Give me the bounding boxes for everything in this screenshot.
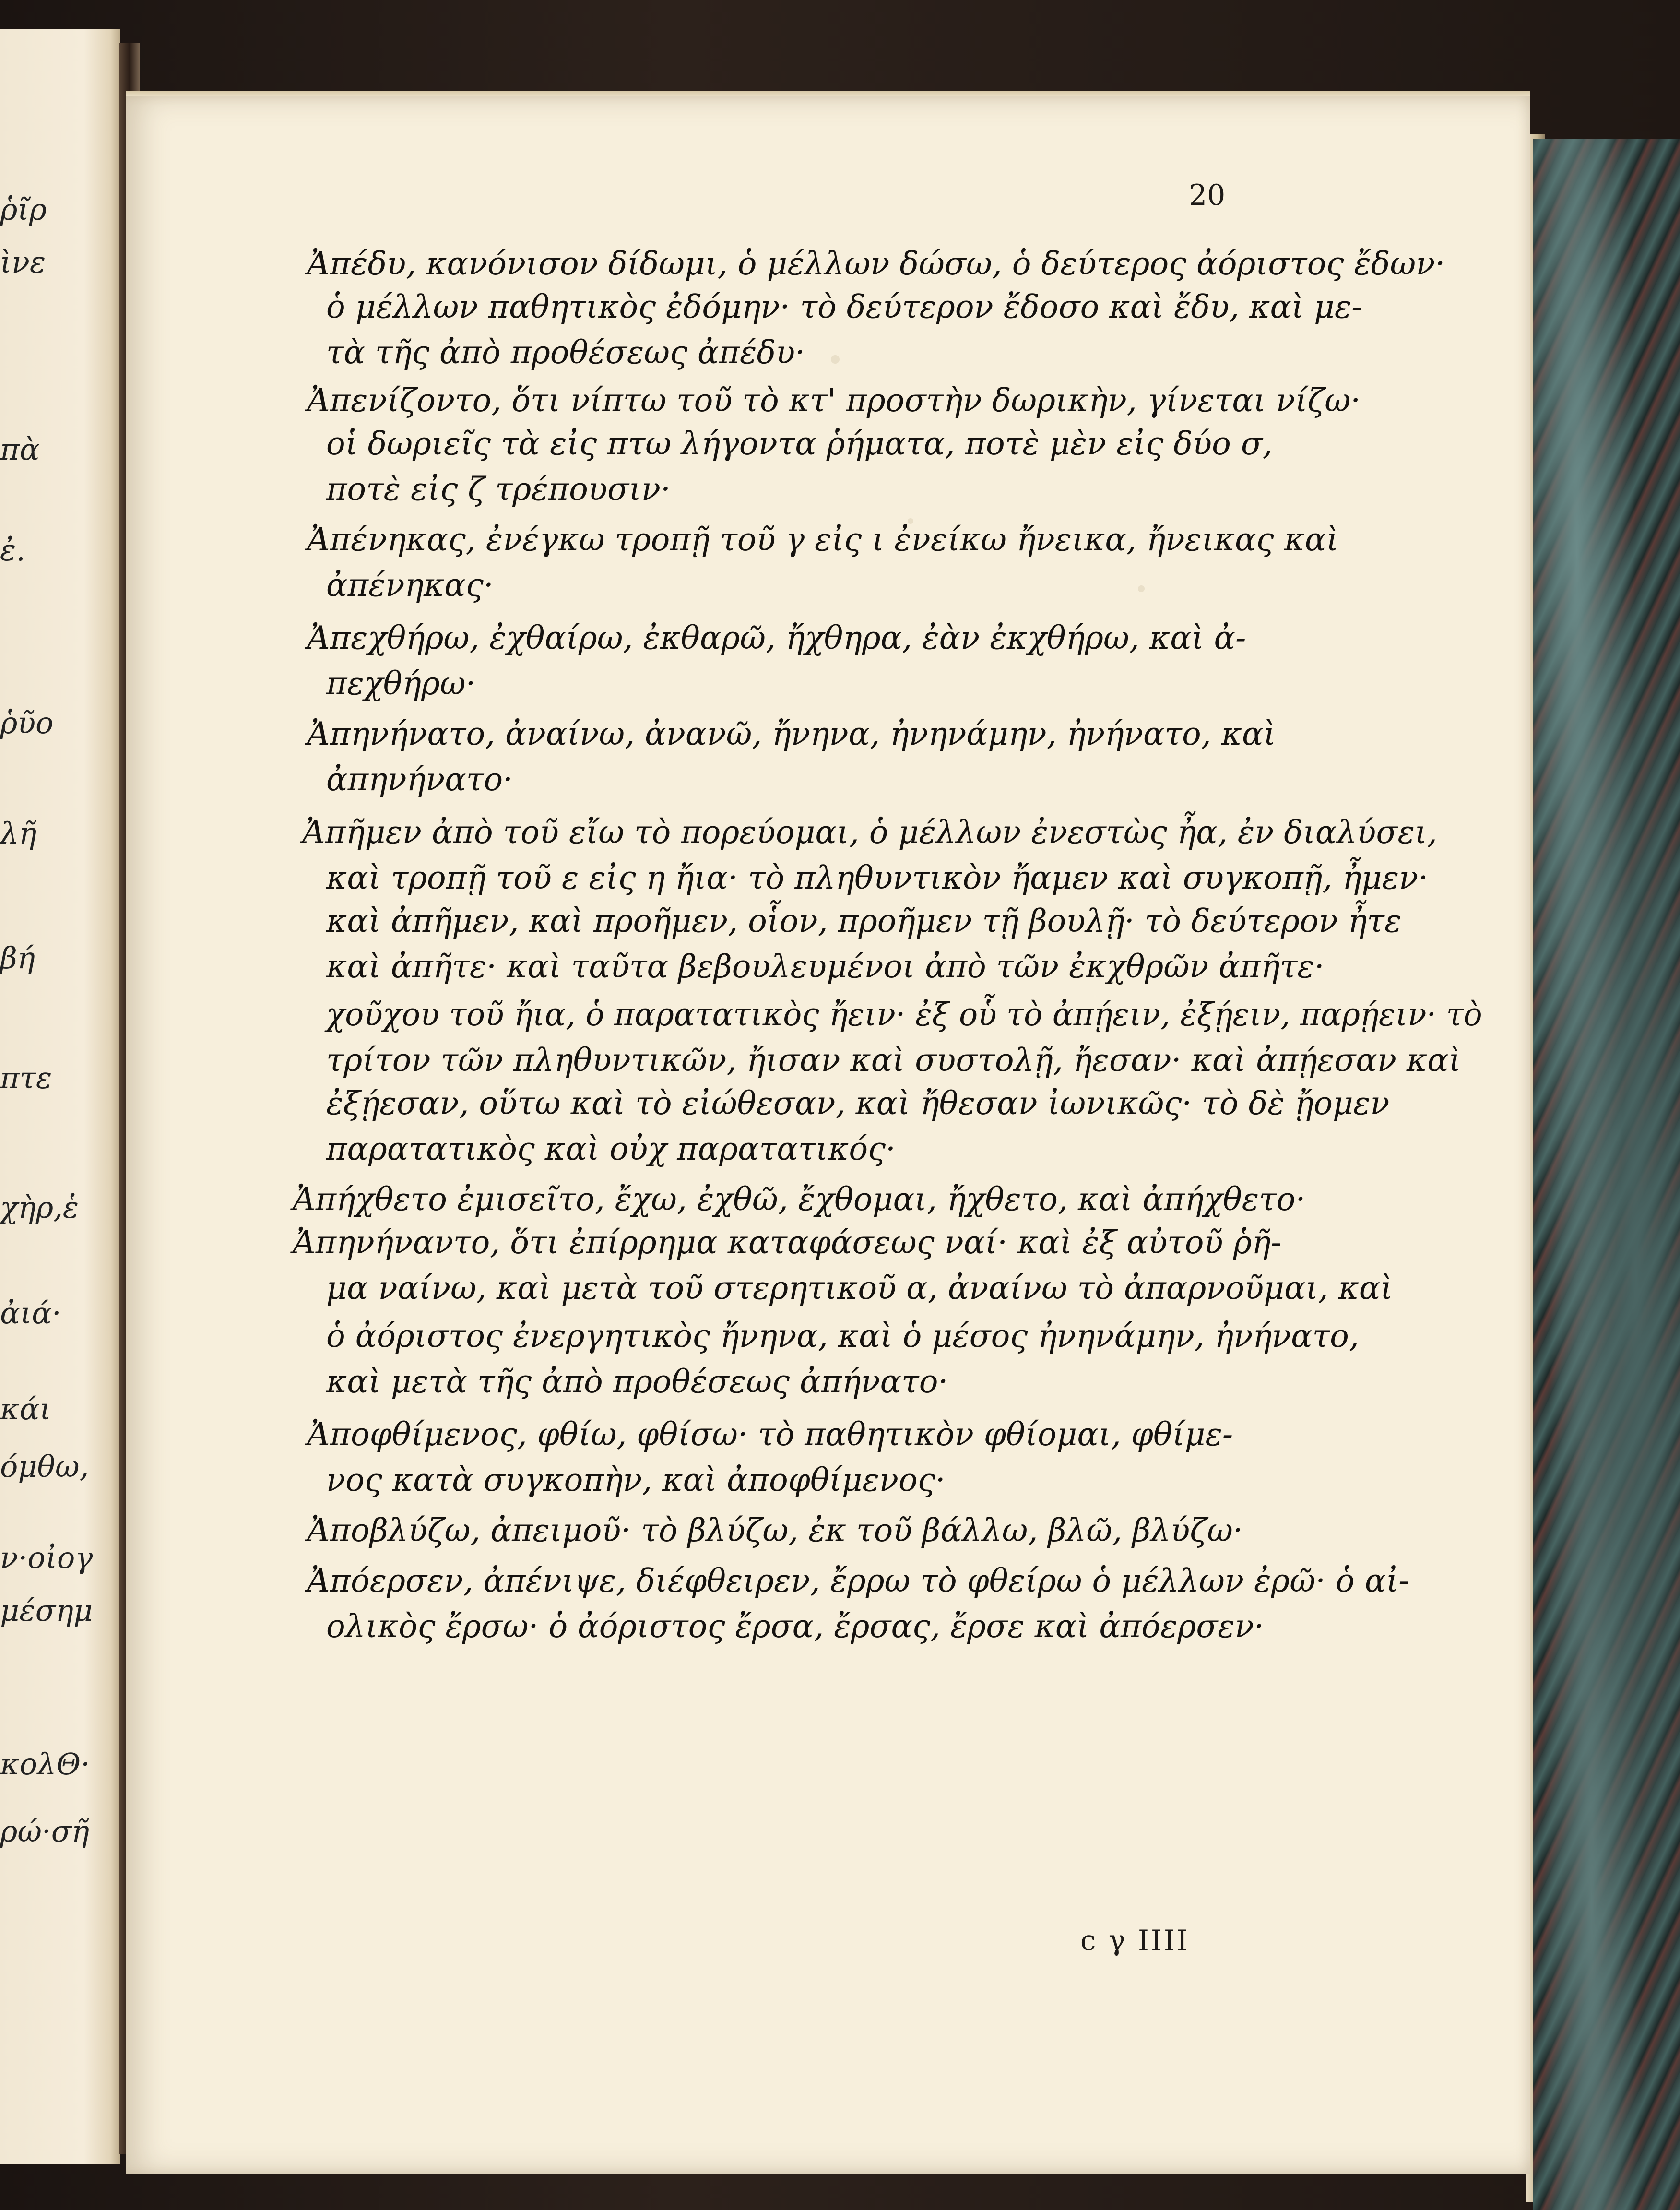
left-page-fragment: κολΘ· — [0, 1747, 90, 1782]
page-number: 20 — [1189, 178, 1226, 212]
text-line: ἀπηνήνατο· — [326, 761, 513, 798]
text-line: νος κατὰ συγκοπὴν, καὶ ἀποφθίμενος· — [326, 1461, 946, 1498]
left-page-fragment: ῥῖρ — [0, 192, 47, 227]
left-page-fragment: πὰ — [0, 432, 40, 467]
left-page-fragment: χὴρ,ἑ — [0, 1190, 79, 1225]
left-page-fragment: ῥῦο — [0, 705, 54, 740]
left-page-fragment: κάι — [0, 1391, 51, 1426]
paper-speck — [1138, 585, 1145, 592]
text-line: Ἀπένηκας, ἐνέγκω τροπῇ τοῦ γ εἰς ι ἐνείκω ἤνεικα, ἤνεικας καὶ — [307, 521, 1339, 558]
text-line: Ἀπέδυ, κανόνισον δίδωμι, ὁ μέλλων δώσω, ὁ δεύτερος ἀόριστος ἔδων· — [307, 245, 1445, 282]
text-line: καὶ μετὰ τῆς ἀπὸ προθέσεως ἀπήνατο· — [326, 1363, 948, 1400]
text-line: Ἀπενίζοντο, ὅτι νίπτω τοῦ τὸ κτ' προστὴν δωρικὴν, γίνεται νίζω· — [307, 382, 1361, 419]
text-line: τὰ τῆς ἀπὸ προθέσεως ἀπέδυ· — [326, 334, 805, 371]
left-facing-page — [0, 29, 120, 2164]
left-page-fragment: πτε — [0, 1060, 52, 1095]
left-page-fragment: μέσημ — [0, 1593, 93, 1628]
text-line: Ἀποβλύζω, ἀπειμοῦ· τὸ βλύζω, ἐκ τοῦ βάλλω, βλῶ, βλύζω· — [307, 1512, 1243, 1549]
text-line: καὶ τροπῇ τοῦ ε εἰς η ἤια· τὸ πληθυντικὸν ἤαμεν καὶ συγκοπῇ, ἦμεν· — [326, 859, 1429, 896]
text-line: παρατατικὸς καὶ οὐχ παρατατικός· — [326, 1130, 896, 1167]
text-line: Ἀπήχθετο ἐμισεῖτο, ἔχω, ἐχθῶ, ἔχθομαι, ἤχθετο, καὶ ἀπήχθετο· — [293, 1181, 1306, 1218]
text-line: ποτὲ εἰς ζ τρέπουσιν· — [326, 471, 671, 508]
text-line: ολικὸς ἔρσω· ὁ ἀόριστος ἔρσα, ἔρσας, ἔρσε καὶ ἀπόερσεν· — [326, 1608, 1264, 1645]
left-page-fragment: ρώ·σῆ — [0, 1814, 90, 1849]
left-page-fragment: ἀιά· — [0, 1295, 61, 1331]
paper-speck — [831, 355, 840, 364]
text-line: πεχθήρω· — [326, 665, 476, 702]
text-line: καὶ ἀπῆτε· καὶ ταῦτα βεβουλευμένοι ἀπὸ τῶν ἐκχθρῶν ἀπῆτε· — [326, 948, 1325, 985]
text-line: Ἀπηνήναντο, ὅτι ἐπίρρημα καταφάσεως ναί· καὶ ἐξ αὐτοῦ ῥῆ- — [293, 1224, 1282, 1261]
left-page-fragment: ἐ. — [0, 533, 25, 568]
text-line: ὁ ἀόριστος ἐνεργητικὸς ἤνηνα, καὶ ὁ μέσος ἠνηνάμην, ἠνήνατο, — [326, 1318, 1359, 1355]
text-line: χοῦχου τοῦ ἤια, ὁ παρατατικὸς ἤειν· ἐξ οὗ τὸ ἀπῄειν, ἐξῄειν, παρῄειν· τὸ — [326, 996, 1482, 1033]
text-line: Ἀπόερσεν, ἀπένιψε, διέφθειρεν, ἔρρω τὸ φθείρω ὁ μέλλων ἐρῶ· ὁ αἰ- — [307, 1562, 1409, 1599]
text-line: Ἀπῆμεν ἀπὸ τοῦ εἴω τὸ πορεύομαι, ὁ μέλλων ἐνεστὼς ἦα, ἐν διαλύσει, — [302, 814, 1437, 851]
text-line: μα ναίνω, καὶ μετὰ τοῦ στερητικοῦ α, ἀναίνω τὸ ἀπαρνοῦμαι, καὶ — [326, 1270, 1393, 1307]
left-page-fragment: ν·οἰογ — [0, 1540, 93, 1575]
text-line: ἀπένηκας· — [326, 567, 494, 604]
text-line: οἱ δωριεῖς τὰ εἰς πτω λήγοντα ῥήματα, ποτὲ μὲν εἰς δύο σ, — [326, 425, 1273, 462]
text-line: ὁ μέλλων παθητικὸς ἐδόμην· τὸ δεύτερον ἔδοσο καὶ ἔδυ, καὶ με- — [326, 288, 1362, 325]
left-page-fragment: όμθω, — [0, 1449, 89, 1484]
text-line: Ἀποφθίμενος, φθίω, φθίσω· τὸ παθητικὸν φθίομαι, φθίμε- — [307, 1416, 1233, 1453]
text-line: Ἀπεχθήρω, ἐχθαίρω, ἐκθαρῶ, ἤχθηρα, ἐὰν ἐκχθήρω, καὶ ἀ- — [307, 619, 1246, 656]
text-line: ἐξῄεσαν, οὕτω καὶ τὸ εἰώθεσαν, καὶ ἤθεσαν ἰωνικῶς· τὸ δὲ ᾔομεν — [326, 1085, 1390, 1122]
left-page-fragment: ὶνε — [0, 245, 46, 280]
left-page-fragment: βή — [0, 940, 35, 975]
marbled-board — [1533, 139, 1680, 2210]
signature-mark: c γ IIII — [1080, 1924, 1190, 1957]
text-line: καὶ ἀπῆμεν, καὶ προῆμεν, οἷον, προῆμεν τῇ βουλῇ· τὸ δεύτερον ἦτε — [326, 903, 1402, 939]
text-line: Ἀπηνήνατο, ἀναίνω, ἀνανῶ, ἤνηνα, ἠνηνάμην, ἠνήνατο, καὶ — [307, 715, 1276, 752]
text-line: τρίτον τῶν πληθυντικῶν, ἤισαν καὶ συστολῇ, ἤεσαν· καὶ ἀπῄεσαν καὶ — [326, 1042, 1461, 1079]
left-page-fragment: λῆ — [0, 816, 37, 851]
